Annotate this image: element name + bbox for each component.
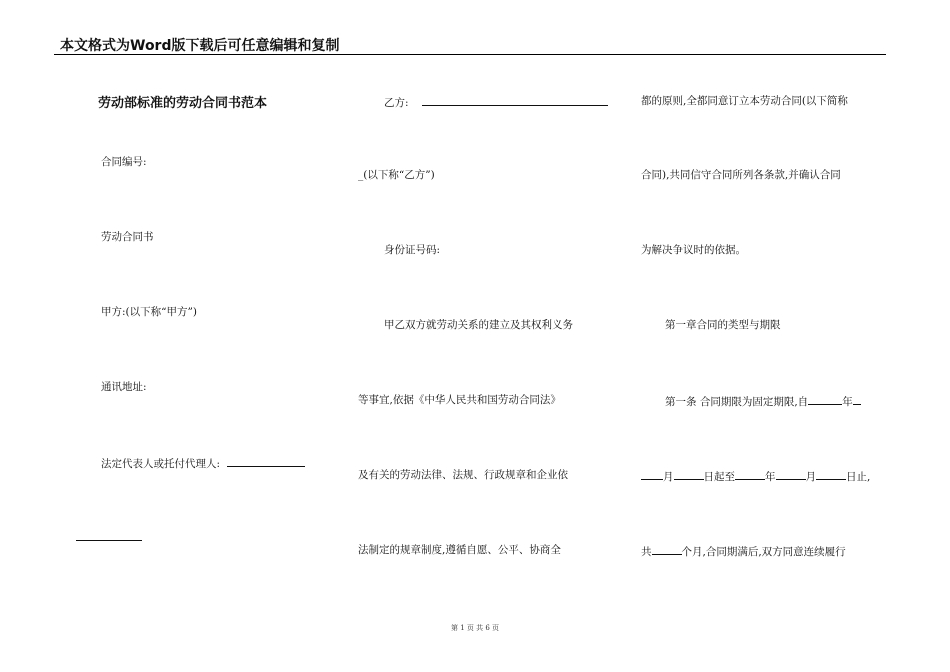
document-title: 劳动部标准的劳动合同书范本 xyxy=(98,96,268,111)
paragraph-line: 甲乙双方就劳动关系的建立及其权利义务 xyxy=(384,319,573,331)
start-month-blank-2[interactable] xyxy=(641,468,663,480)
chapter-heading: 第一章合同的类型与期限 xyxy=(665,319,781,331)
paragraph-line: 法制定的规章制度,遵循自愿、公平、协商全 xyxy=(358,544,561,556)
paragraph-line: 及有关的劳动法律、法规、行政规章和企业依 xyxy=(358,469,568,481)
period-line xyxy=(641,468,870,484)
end-day-blank[interactable] xyxy=(816,468,846,480)
address-label: 通讯地址: xyxy=(101,381,147,393)
total-text: 共 xyxy=(641,546,652,558)
party-b-text: 乙方: xyxy=(384,97,409,109)
representative-blank[interactable] xyxy=(227,455,305,467)
page-footer: 第 1 页 共 6 页 xyxy=(450,624,500,632)
day-text: 日起至 xyxy=(703,471,735,483)
article-1-line xyxy=(665,393,861,409)
end-year-blank[interactable] xyxy=(735,468,765,480)
party-b-note: _(以下称“乙方”) xyxy=(358,169,435,181)
duration-line xyxy=(641,543,846,559)
id-number-label: 身份证号码: xyxy=(384,244,441,256)
header-text: 本文格式为Word版下载后可任意编辑和复制 xyxy=(60,38,340,54)
contract-book-label: 劳动合同书 xyxy=(101,231,154,243)
document-header xyxy=(54,34,886,55)
paragraph-line: 都的原则,全都同意订立本劳动合同(以下简称 xyxy=(641,95,848,107)
article-1-text: 第一条 合同期限为固定期限,自 xyxy=(665,396,809,408)
party-b-blank[interactable] xyxy=(422,94,608,106)
contract-number-label: 合同编号: xyxy=(101,156,147,168)
end-day-text: 日止, xyxy=(846,471,871,483)
start-month-blank[interactable] xyxy=(853,393,861,405)
paragraph-line: 为解决争议时的依据。 xyxy=(641,244,746,256)
representative-label xyxy=(101,455,305,471)
month-text: 月 xyxy=(663,471,674,483)
end-month-blank[interactable] xyxy=(776,468,806,480)
start-year-blank[interactable] xyxy=(808,393,842,405)
party-b-label xyxy=(384,94,608,110)
year-text: 年 xyxy=(842,396,853,408)
end-year-text: 年 xyxy=(765,471,776,483)
signature-blank-line[interactable] xyxy=(76,540,142,541)
paragraph-line: 合同),共同信守合同所列各条款,并确认合同 xyxy=(641,169,841,181)
start-day-blank[interactable] xyxy=(674,468,704,480)
party-a-label: 甲方:(以下称“甲方”) xyxy=(101,306,197,318)
months-blank[interactable] xyxy=(652,543,682,555)
representative-text: 法定代表人或托付代理人: xyxy=(101,458,221,470)
paragraph-line: 等事宜,依据《中华人民共和国劳动合同法》 xyxy=(358,394,561,406)
duration-text: 个月,合同期满后,双方同意连续履行 xyxy=(681,546,846,558)
end-month-text: 月 xyxy=(805,471,816,483)
